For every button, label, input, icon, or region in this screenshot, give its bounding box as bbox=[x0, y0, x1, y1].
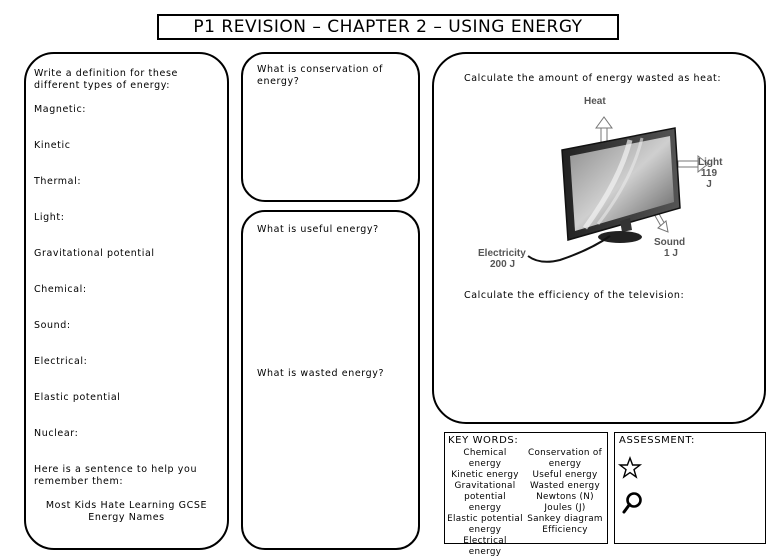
instruction-line-2: different types of energy: bbox=[34, 80, 171, 91]
conservation-question-line-2: energy? bbox=[257, 76, 300, 87]
useful-energy-question: What is useful energy? bbox=[257, 224, 379, 235]
page-title: P1 REVISION – CHAPTER 2 – USING ENERGY bbox=[157, 14, 619, 40]
tv-energy-diagram bbox=[470, 90, 723, 280]
energy-type-sound: Sound: bbox=[34, 320, 71, 331]
heat-label: Heat bbox=[584, 96, 606, 107]
conservation-panel bbox=[241, 52, 420, 202]
magnifier-icon bbox=[621, 491, 643, 515]
energy-type-thermal: Thermal: bbox=[34, 176, 82, 187]
energy-type-chemical: Chemical: bbox=[34, 284, 87, 295]
electricity-value: 200 J bbox=[490, 259, 516, 270]
sound-value: 1 J bbox=[664, 248, 678, 259]
energy-definitions-panel bbox=[24, 52, 229, 550]
key-word: Conservation of bbox=[528, 448, 602, 458]
key-word: Efficiency bbox=[542, 525, 588, 535]
conservation-question-line-1: What is conservation of bbox=[257, 64, 383, 75]
light-value: 119 J bbox=[700, 168, 718, 190]
heat-question: Calculate the amount of energy wasted as heat: bbox=[464, 73, 722, 84]
electricity-label: Electricity bbox=[478, 248, 526, 259]
key-words-heading: KEY WORDS: bbox=[448, 435, 519, 446]
key-words-column-1 bbox=[447, 448, 523, 558]
energy-type-light: Light: bbox=[34, 212, 65, 223]
key-words-column-2 bbox=[525, 448, 605, 536]
key-word: Electrical energy bbox=[463, 536, 507, 557]
key-words-box bbox=[444, 432, 608, 557]
key-word: Chemical energy bbox=[463, 448, 507, 469]
sound-label: Sound bbox=[654, 237, 686, 248]
wasted-energy-question: What is wasted energy? bbox=[257, 368, 385, 379]
energy-type-electrical: Electrical: bbox=[34, 356, 88, 367]
key-word: Wasted energy bbox=[530, 481, 600, 491]
key-word: Sankey diagram bbox=[527, 514, 603, 524]
key-word: energy bbox=[468, 525, 502, 535]
assessment-box bbox=[614, 432, 766, 544]
energy-type-gravitational: Gravitational potential bbox=[34, 248, 155, 259]
key-word: Kinetic energy bbox=[451, 470, 519, 480]
sentence-line-2: remember them: bbox=[34, 476, 124, 487]
assessment-heading: ASSESSMENT: bbox=[619, 435, 695, 446]
key-word: Gravitational bbox=[454, 481, 516, 491]
efficiency-question: Calculate the efficiency of the television: bbox=[464, 290, 685, 301]
key-word: Useful energy bbox=[532, 470, 598, 480]
useful-wasted-panel bbox=[241, 210, 420, 550]
mnemonic-line-1: Most Kids Hate Learning GCSE bbox=[45, 500, 208, 511]
energy-type-nuclear: Nuclear: bbox=[34, 428, 79, 439]
sentence-line-1: Here is a sentence to help you bbox=[34, 464, 198, 475]
energy-type-elastic: Elastic potential bbox=[34, 392, 121, 403]
key-word: Newtons (N) bbox=[536, 492, 594, 502]
key-word: potential energy bbox=[464, 492, 506, 513]
key-word: energy bbox=[548, 459, 582, 469]
energy-type-magnetic: Magnetic: bbox=[34, 104, 87, 115]
key-word: Elastic potential bbox=[447, 514, 523, 524]
energy-type-kinetic: Kinetic bbox=[34, 140, 71, 151]
mnemonic-line-2: Energy Names bbox=[88, 512, 165, 523]
star-icon bbox=[619, 457, 641, 479]
light-label: Light bbox=[698, 157, 723, 168]
key-word: Joules (J) bbox=[544, 503, 586, 513]
instruction-line-1: Write a definition for these bbox=[34, 68, 178, 79]
